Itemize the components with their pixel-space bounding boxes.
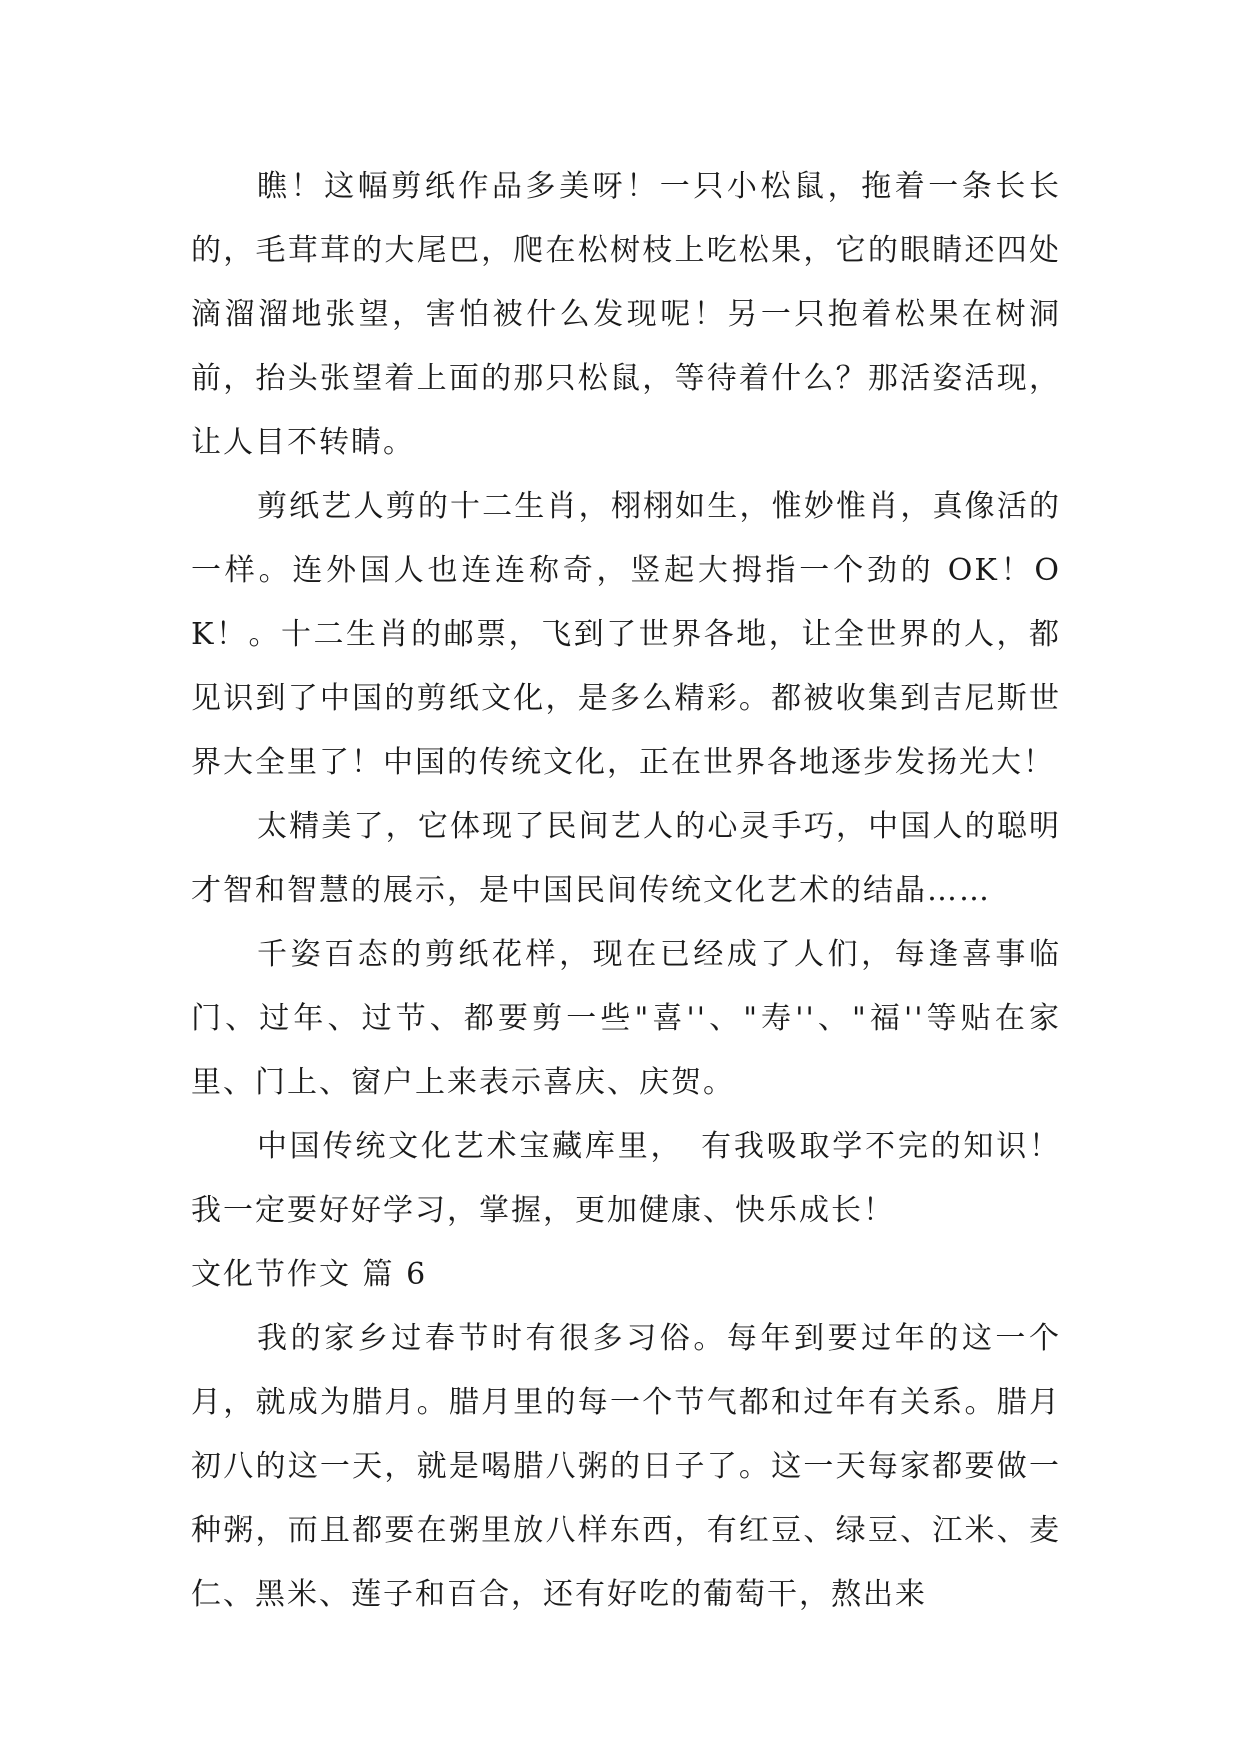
document-page	[191, 155, 1061, 1627]
paragraph-spring-festival: 我的家乡过春节时有很多习俗。每年到要过年的这一个月，就成为腊月。腊月里的每一个节气都和过年有关系。腊月初八的这一天，就是喝腊八粥的日子了。这一天每家都要做一种粥，而且都要在粥里放八样东西，有红豆、绿豆、江米、麦仁、黑米、莲子和百合，还有好吃的葡萄干，熬出来	[191, 1321, 1061, 1612]
paragraph-zodiac-papercut: 剪纸艺人剪的十二生肖，栩栩如生，惟妙惟肖，真像活的一样。连外国人也连连称奇，竖起大拇指一个劲的 OK！OK！。十二生肖的邮票，飞到了世界各地，让全世界的人，都见识到了中国的剪纸文化，是多么精彩。都被收集到吉尼斯世界大全里了！中国的传统文化，正在世界各地逐步发扬光大！	[191, 489, 1061, 780]
paragraph-conclusion: 中国传统文化艺术宝藏库里， 有我吸取学不完的知识！我一定要好好学习，掌握，更加健康、快乐成长！	[191, 1129, 1061, 1228]
paragraph-festive-patterns: 千姿百态的剪纸花样，现在已经成了人们，每逢喜事临门、过年、过节、都要剪一些"喜''、"寿''、"福''等贴在家里、门上、窗户上来表示喜庆、庆贺。	[191, 937, 1061, 1100]
paragraph-squirrel-papercut: 瞧！这幅剪纸作品多美呀！一只小松鼠，拖着一条长长的，毛茸茸的大尾巴，爬在松树枝上吃松果，它的眼睛还四处滴溜溜地张望，害怕被什么发现呢！另一只抱着松果在树洞前，抬头张望着上面的那只松鼠，等待着什么？那活姿活现，让人目不转睛。	[191, 169, 1061, 460]
paragraph-folk-artistry: 太精美了，它体现了民间艺人的心灵手巧，中国人的聪明才智和智慧的展示，是中国民间传统文化艺术的结晶……	[191, 809, 1061, 908]
section-heading: 文化节作文 篇 6	[191, 1257, 428, 1292]
